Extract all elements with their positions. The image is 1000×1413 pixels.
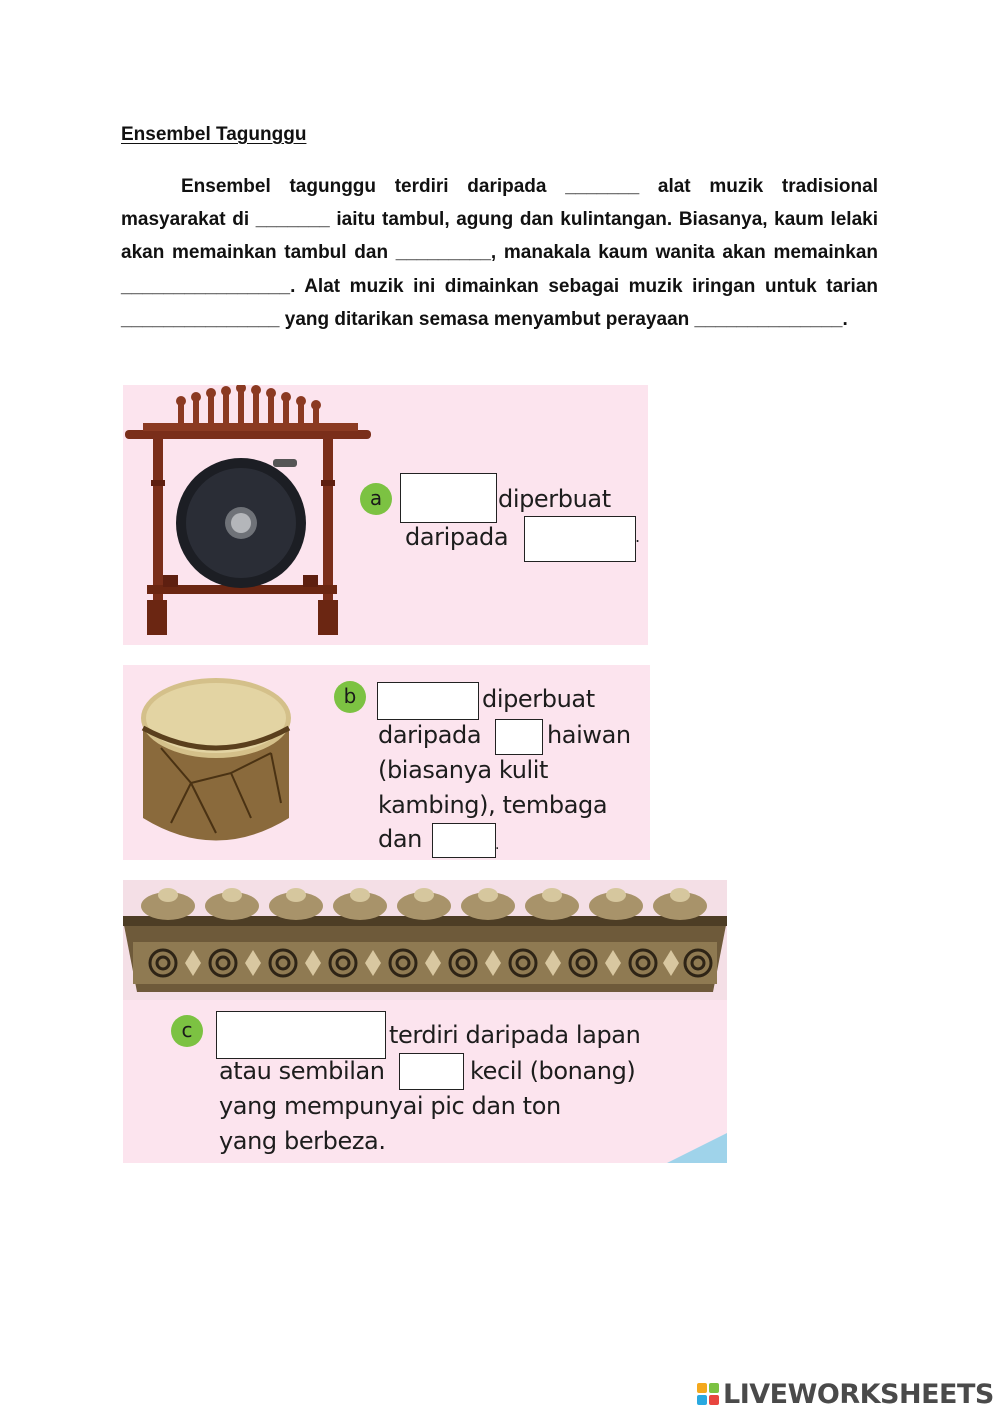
card-c-text-terdiri: terdiri daripada lapan — [389, 1021, 641, 1049]
page-title: Ensembel Tagunggu — [121, 124, 307, 145]
card-kulintangan — [123, 880, 727, 1163]
card-tambul — [123, 665, 650, 860]
instruction-paragraph — [121, 170, 878, 336]
gong-image — [123, 385, 378, 645]
card-b-text-dan: dan — [378, 825, 422, 853]
badge-b: b — [334, 681, 366, 713]
card-a-text-daripada: daripada — [405, 523, 509, 551]
card-c-text-mempunyai: yang mempunyai pic dan ton — [219, 1092, 561, 1120]
answer-box-b1[interactable] — [377, 682, 479, 720]
card-c-text-kecil: kecil (bonang) — [470, 1057, 636, 1085]
card-b-text-diperbuat: diperbuat — [482, 685, 595, 713]
card-b-text-haiwan: haiwan — [547, 721, 631, 749]
card-c-text-berbeza: yang berbeza. — [219, 1127, 386, 1155]
answer-box-b3[interactable] — [432, 823, 496, 858]
badge-a: a — [360, 483, 392, 515]
card-agung — [123, 385, 648, 645]
liveworksheets-logo — [697, 1378, 994, 1410]
answer-box-a1[interactable] — [400, 473, 497, 523]
card-a-text-diperbuat: diperbuat — [498, 485, 611, 513]
card-b-text-kambing: kambing), tembaga — [378, 791, 608, 819]
badge-c: c — [171, 1015, 203, 1047]
corner-decoration — [667, 1133, 727, 1163]
kulintangan-image — [123, 880, 727, 1000]
logo-grid-icon — [697, 1383, 719, 1405]
card-c-text-atau: atau sembilan — [219, 1057, 385, 1085]
card-a-period: . — [635, 527, 640, 546]
card-b-text-biasanya: (biasanya kulit — [378, 756, 549, 784]
answer-box-c1[interactable] — [216, 1011, 386, 1059]
answer-box-b2[interactable] — [495, 719, 543, 755]
answer-box-a2[interactable] — [524, 516, 636, 562]
answer-box-c2[interactable] — [399, 1053, 464, 1090]
logo-text: LIVEWORKSHEETS — [723, 1378, 994, 1410]
card-b-text-daripada: daripada — [378, 721, 482, 749]
card-b-period: . — [495, 837, 500, 853]
paragraph-text: Ensembel tagunggu terdiri daripada _______ alat muzik tradisional masyarakat di _______ iaitu tambul, agung dan kulintangan. Biasanya, kaum lelaki akan memainkan tambul dan _________, manakala kaum wanita akan memainkan ________________. Alat muzik ini dimainkan sebagai muzik iringan untuk tarian _______________ yang ditarikan semasa menyambut perayaan ______________. — [121, 176, 878, 330]
drum-image — [131, 673, 306, 853]
